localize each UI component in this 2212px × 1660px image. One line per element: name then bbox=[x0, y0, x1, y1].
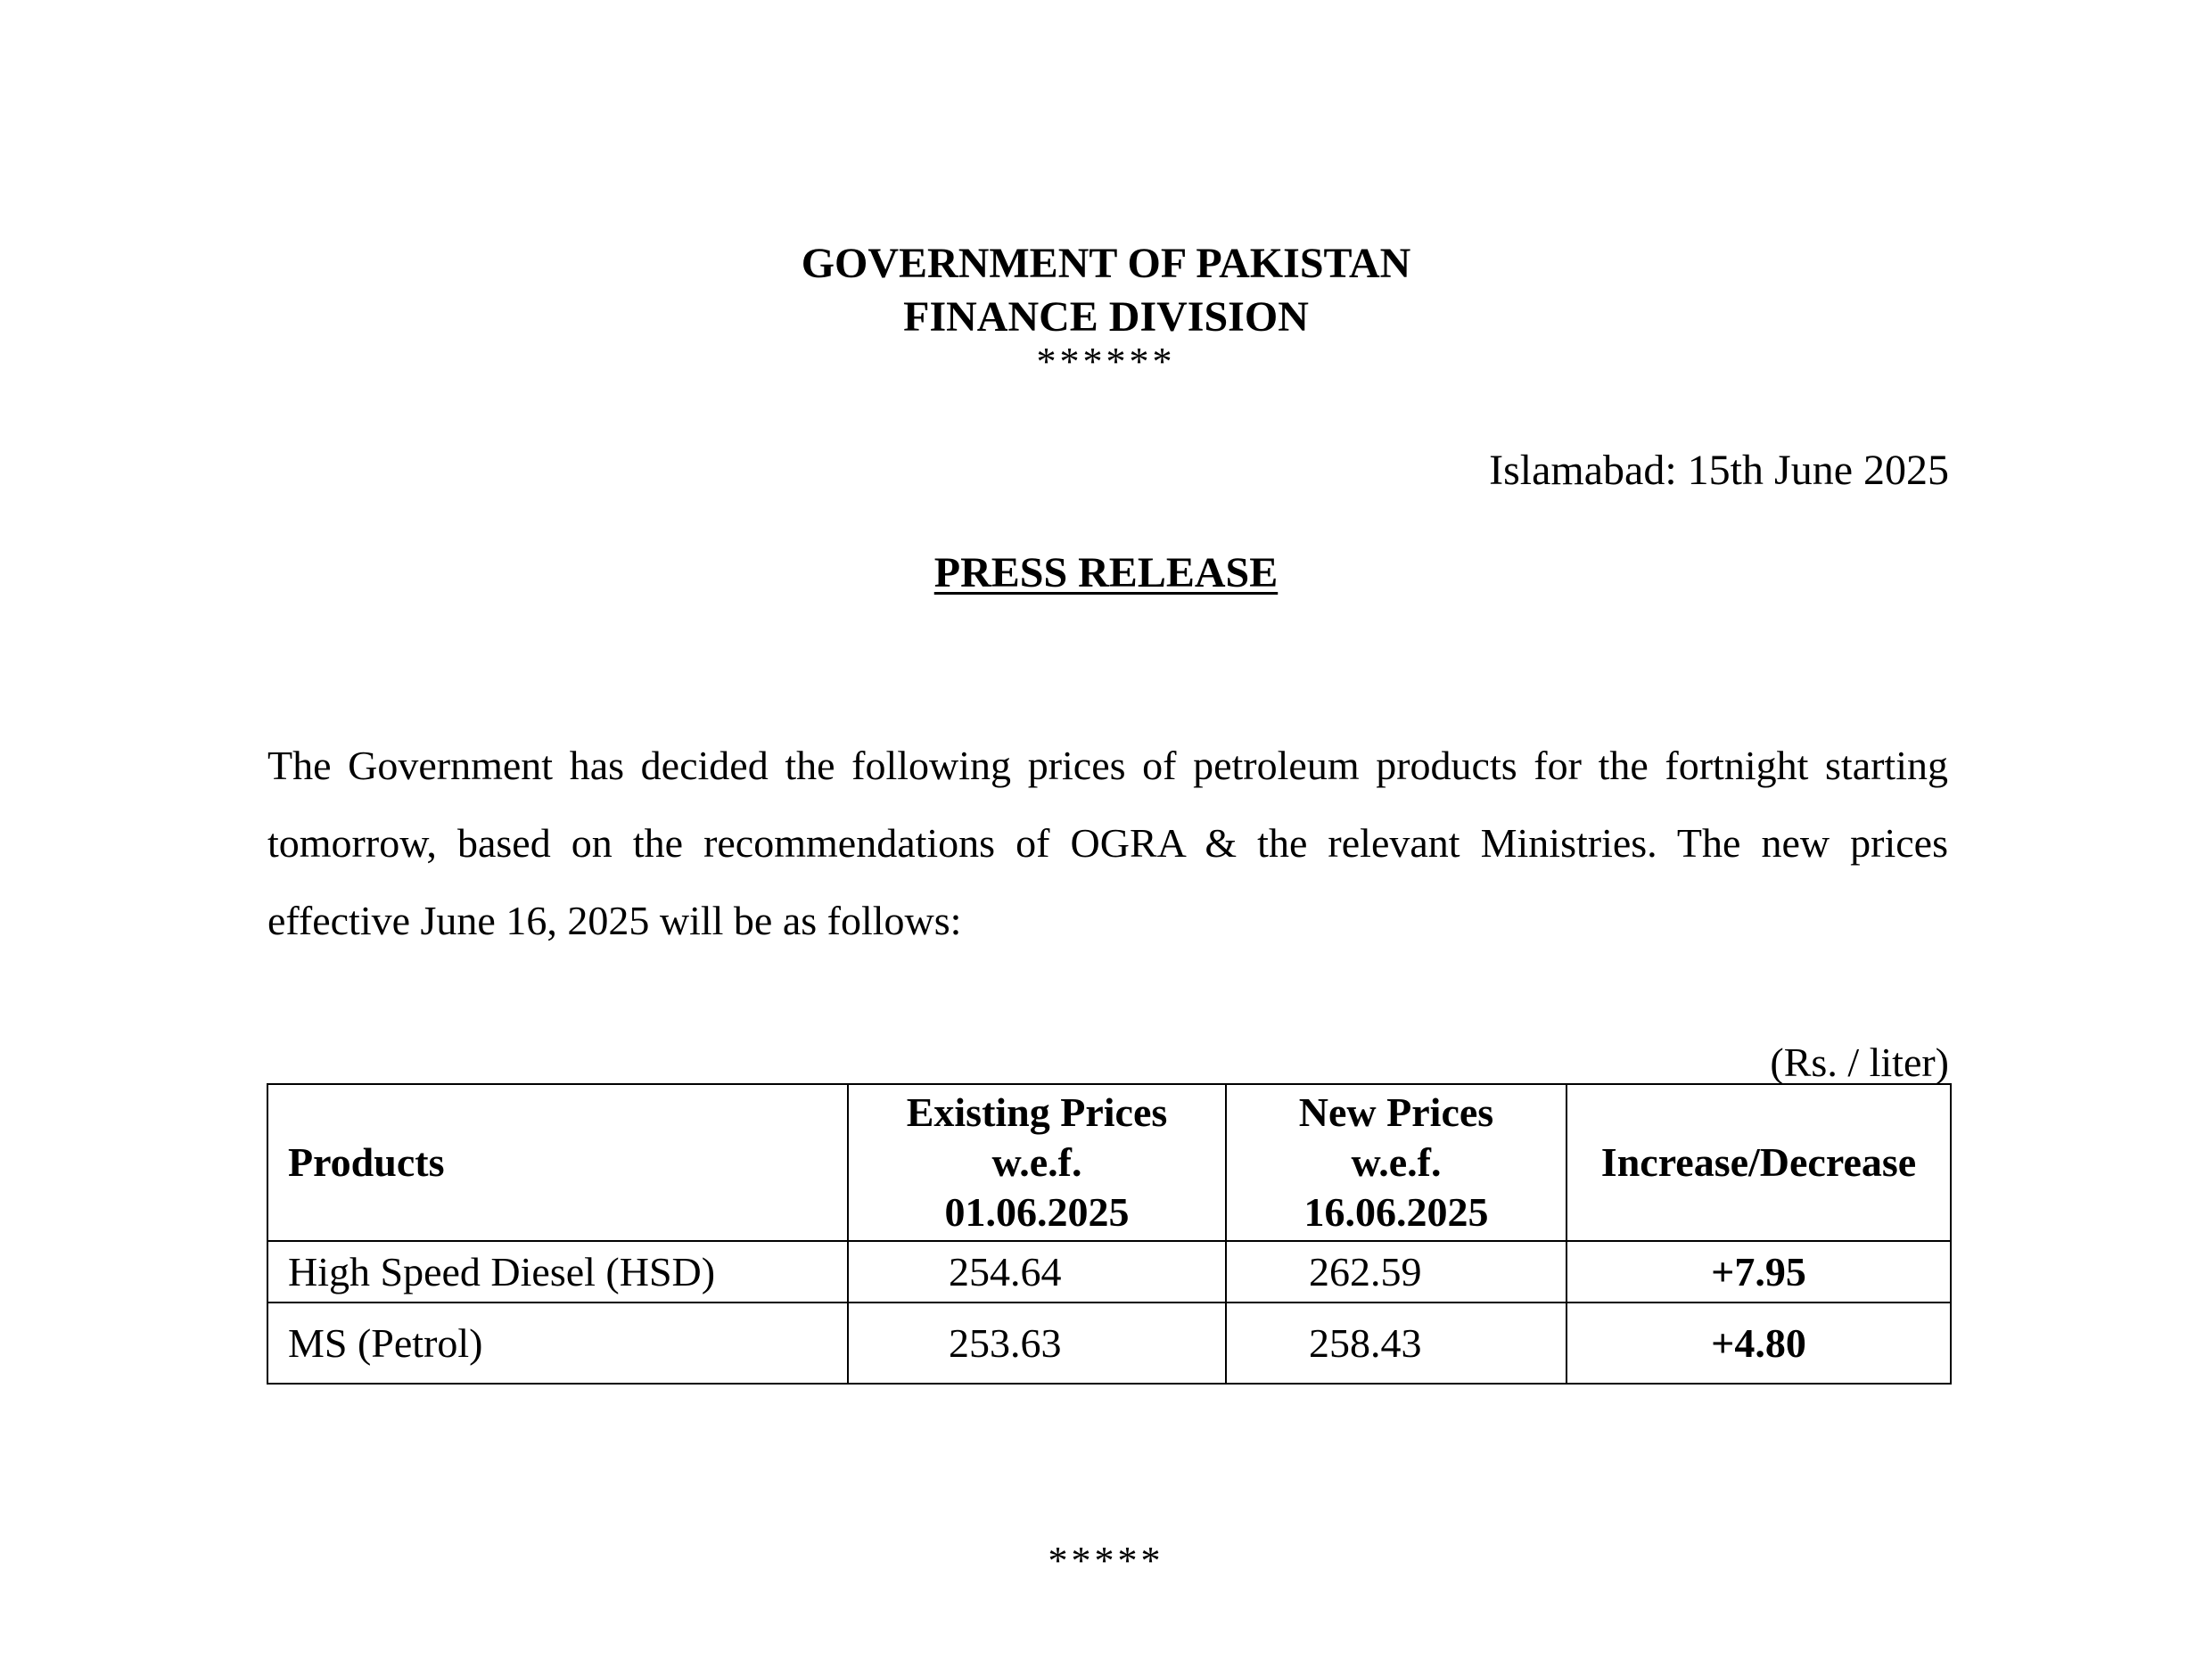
press-release-title-text: PRESS RELEASE bbox=[933, 549, 1279, 596]
press-release-title bbox=[0, 546, 2212, 600]
header-new-line3: 16.06.2025 bbox=[1303, 1189, 1489, 1235]
header-existing-line3: 01.06.2025 bbox=[944, 1189, 1130, 1235]
table-row bbox=[267, 1303, 1951, 1384]
header-existing-line1: Existing Prices bbox=[906, 1089, 1168, 1135]
header-new-line2: w.e.f. bbox=[1351, 1139, 1442, 1185]
existing-price-cell: 254.64 bbox=[848, 1241, 1226, 1303]
change-cell: +4.80 bbox=[1566, 1303, 1951, 1384]
change-cell: +7.95 bbox=[1566, 1241, 1951, 1303]
product-cell: High Speed Diesel (HSD) bbox=[267, 1241, 848, 1303]
header-division: FINANCE DIVISION bbox=[903, 293, 1309, 341]
product-cell: MS (Petrol) bbox=[267, 1303, 848, 1384]
new-price-cell: 262.59 bbox=[1226, 1241, 1566, 1303]
header-new-prices bbox=[1226, 1084, 1566, 1241]
new-price-cell: 258.43 bbox=[1226, 1303, 1566, 1384]
table-header-row bbox=[267, 1084, 1951, 1241]
header-new-line1: New Prices bbox=[1298, 1089, 1494, 1135]
header-increase-decrease: Increase/Decrease bbox=[1566, 1084, 1951, 1241]
price-table bbox=[267, 1083, 1952, 1385]
footer-separator: ***** bbox=[1048, 1539, 1164, 1582]
table-row bbox=[267, 1241, 1951, 1303]
header-existing-line2: w.e.f. bbox=[991, 1139, 1082, 1185]
dateline: Islamabad: 15th June 2025 bbox=[1489, 447, 1949, 494]
header-products: Products bbox=[267, 1084, 848, 1241]
header-separator: ****** bbox=[1036, 340, 1176, 383]
existing-price-cell: 253.63 bbox=[848, 1303, 1226, 1384]
header-existing-prices bbox=[848, 1084, 1226, 1241]
header-government: GOVERNMENT OF PAKISTAN bbox=[801, 240, 1411, 287]
unit-note: (Rs. / liter) bbox=[1770, 1040, 1949, 1085]
body-paragraph: The Government has decided the following prices of petroleum products for the fortnight starting tomorrow, based on the recommendations of OGRA & the relevant Ministries. The new prices effective June 16, 2025 will be as follows: bbox=[267, 743, 1948, 943]
